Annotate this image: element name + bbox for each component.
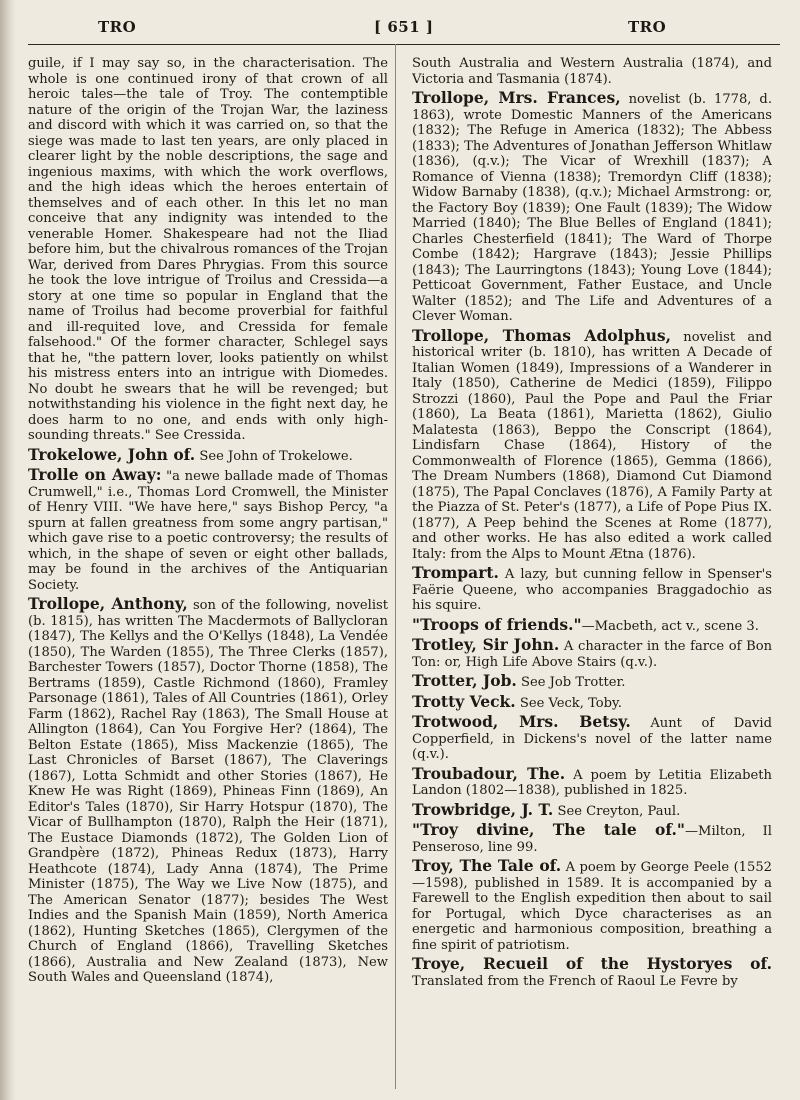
entry: [412, 763, 772, 799]
entry-text: See Veck, Toby.: [519, 695, 622, 711]
entry: [412, 956, 772, 989]
column-divider: [395, 44, 396, 1089]
entry-text: novelist (b. 1778, d. 1863), wrote Domestic Manners of the Americans (1832); The Refuge in America (1832); The Abbess (1833); The Adventures of Jonathan Jefferson Whitlaw (1836), (q.v.); The Vicar of Wrexhill (1837); A Romance of Vienna (1838); Tremordyn Cliff (1838); Widow Barnaby (1838), (q.v.); Michael Armstrong: or, the Factory Boy (1839); One Fault (1839); The Widow Married (1840); The Blue Belles of England (1841); Charles Chesterfield (1841); The Ward of Thorpe Combe (1842); Hargrave (1843); Jessie Phillips (1843); The Laurringtons (1843); Young Love (1844); Petticoat Government, Father Eustace, and Uncle Walter (1852); and The Life and Adventures of a Clever Woman.: [412, 92, 772, 324]
left-column: [28, 54, 388, 1094]
entry-headword: Trotter, Job.: [412, 671, 517, 690]
page-header: [28, 8, 780, 45]
entry: [412, 714, 772, 763]
entry: [28, 596, 388, 986]
page-number: [ 651 ]: [374, 18, 434, 36]
entry-headword: "Troops of friends.": [412, 614, 582, 634]
entry-text: A poem by Letitia Elizabeth Landon (1802—1838), published in 1825.: [412, 767, 772, 798]
header-left-guide-word: TRO: [98, 18, 137, 36]
entry-headword: Troy, The Tale of.: [412, 856, 562, 875]
header-right-guide-word: TRO: [628, 18, 667, 36]
entry-headword: Trotley, Sir John.: [412, 635, 560, 654]
book-binding-shadow: [0, 0, 16, 1100]
entry-headword: Trollope, Anthony,: [28, 594, 188, 613]
entry-text: A poem by George Peele (1552—1598), published in 1589. It is accompanied by a Farewell to the English expedition then about to sail for Portugal, which Dyce characterises as an energetic and harmonious composition, breathing a fine spirit of patriotism.: [412, 860, 772, 953]
entry-text: son of the following, novelist (b. 1815), has written The Macdermots of Ballycloran (1847), The Kellys and the O'Kellys (1848), La Vendée (1850), The Warden (1855), The Three Clerks (1857), Barchester Towers (1857), Doctor Thorne (1858), The Bertrams (1859), Castle Richmond (1860), Framley Parsonage (1861), Tales of All Countries (1861), Orley Farm (1862), Rachel Ray (1863), The Small House at Allington (1864), Can You Forgive Her? (1864), The Belton Estate (1865), Miss Mackenzie (1865), The Last Chronicles of Barset (1867), The Claverings (1867), Lotta Schmidt and other Stories (1867), He Knew He was Right (1869), Phineas Finn (1869), An Editor's Tales (1870), Sir Harry Hotspur (1870), The Vicar of Bullhampton (1870), Ralph the Heir (1871), The Eustace Diamonds (1872), The Golden Lion of Grandpère (1872), Phineas Redux (1873), Harry Heathcote (1874), Lady Anna (1874), The Prime Minister (1875), The Way we Live Now (1875), and The American Senator (1877); besides The West Indies and the Spanish Main (1859), North America (1862), Hunting Sketches (1865), Clergymen of the Church of England (1866), Travelling Sketches (1866), Australia and New Zealand (1873), New South Wales and Queensland (1874),: [28, 598, 388, 985]
entry-text: —Macbeth, act v., scene 3.: [581, 618, 759, 634]
entry-text: novelist and historical writer (b. 1810), has written A Decade of Italian Women (1849), Impressions of a Wanderer in Italy (1850), Catherine de Medici (1859), Filippo Strozzi (1860), Paul the Pope and Paul the Friar (1860), La Beata (1861), Marietta (1862), Giulio Malatesta (1863), Beppo the Conscript (1864), Lindisfarn Chase (1864), History of the Commonwealth of Florence (1865), Gemma (1866), The Dream Numbers (1868), Diamond Cut Diamond (1875), The Papal Conclaves (1876), A Family Party at the Piazza of St. Peter's (1877), a Life of Pope Pius IX. (1877), A Peep behind the Scenes at Rome (1877), and other works. He has also edited a work called Italy: from the Alps to Mount Ætna (1876).: [412, 329, 772, 562]
entry: [28, 467, 388, 593]
entry: [28, 444, 388, 465]
entry: [412, 822, 772, 855]
entry-headword: Trotty Veck.: [412, 691, 516, 711]
entry: [412, 673, 772, 691]
entry: [412, 637, 772, 670]
entry-text: "a newe ballade made of Thomas Crumwell," i.e., Thomas Lord Cromwell, the Minister of Henry VIII. "We have here," says Bishop Percy, "a spurn at fallen greatness from some angry partisan," which gave rise to a poetic controversy; the results of which, in the shape of seven or eight other ballads, may be found in the archives of the Antiquarian Society.: [28, 469, 388, 593]
entry-headword: Trompart.: [412, 563, 499, 582]
entry-text: —Milton, Il Penseroso, line 99.: [412, 824, 772, 855]
entry: [412, 799, 772, 820]
entry-headword: Trollope, Thomas Adolphus,: [412, 325, 672, 345]
entry: [28, 54, 388, 444]
entry-text: See Creyton, Paul.: [557, 803, 681, 819]
entry-text: guile, if I may say so, in the characterisation. The whole is one continued irony of that crown of all heroic tales—the tale of Troy. The contemptible nature of the origin of the Trojan War, the laziness and discord with which it was carried on, so that the siege was made to last ten years, are only placed in clearer light by the noble descriptions, the sage and ingenious maxims, with which the work overflows, and the high ideas which the heroes entertain of themselves and of each other. In this let no man conceive that any indignity was intended to the venerable Homer. Shakespeare had not the Iliad before him, but the chivalrous romances of the Trojan War, derived from Dares Phrygias. From this source he took the love intrigue of Troilus and Cressida—a story at one time so popular in England that the name of Troilus had become proverbial for faithful and ill-requited love, and Cressida for female falsehood." Of the former character, Schlegel says that he, "the pattern lover, looks patiently on whilst his mistress enters into an intrigue with Diomedes. No doubt he swears that he will be revenged; but notwithstanding his violence in the fight next day, he does harm to no one, and ends with only high-sounding threats." See Cressida.: [28, 56, 388, 443]
entry-headword: Trokelowe, John of.: [28, 444, 196, 464]
entry-text: See Job Trotter.: [521, 675, 626, 690]
entry-headword: Trowbridge, J. T.: [412, 799, 554, 819]
right-column: [412, 54, 772, 1094]
entry: [412, 90, 772, 325]
entry: [412, 325, 772, 563]
entry-headword: Troubadour, The.: [412, 763, 566, 783]
entry-text: Aunt of David Copperfield, in Dickens's novel of the latter name (q.v.).: [412, 716, 772, 762]
entry-text: A lazy, but cunning fellow in Spenser's Faërie Queene, who accompanies Braggadochio as his squire.: [412, 567, 772, 613]
entry: [412, 691, 772, 712]
entry-headword: "Troy divine, The tale of.": [412, 820, 685, 839]
entry-headword: Trolle on Away:: [28, 465, 162, 484]
entry-text: See John of Trokelowe.: [199, 448, 353, 464]
entry-headword: Troye, Recueil of the Hystoryes of.: [412, 954, 772, 973]
entry: [412, 614, 772, 635]
entry: [412, 858, 772, 953]
entry-text: South Australia and Western Australia (1874), and Victoria and Tasmania (1874).: [412, 56, 772, 87]
entry: [412, 565, 772, 614]
entry-headword: Trollope, Mrs. Frances,: [412, 88, 621, 107]
entry-text: Translated from the French of Raoul Le Fevre by: [412, 973, 738, 989]
entry-headword: Trotwood, Mrs. Betsy.: [412, 712, 631, 731]
entry-text: A character in the farce of Bon Ton: or, High Life Above Stairs (q.v.).: [412, 639, 772, 670]
entry: [412, 54, 772, 87]
